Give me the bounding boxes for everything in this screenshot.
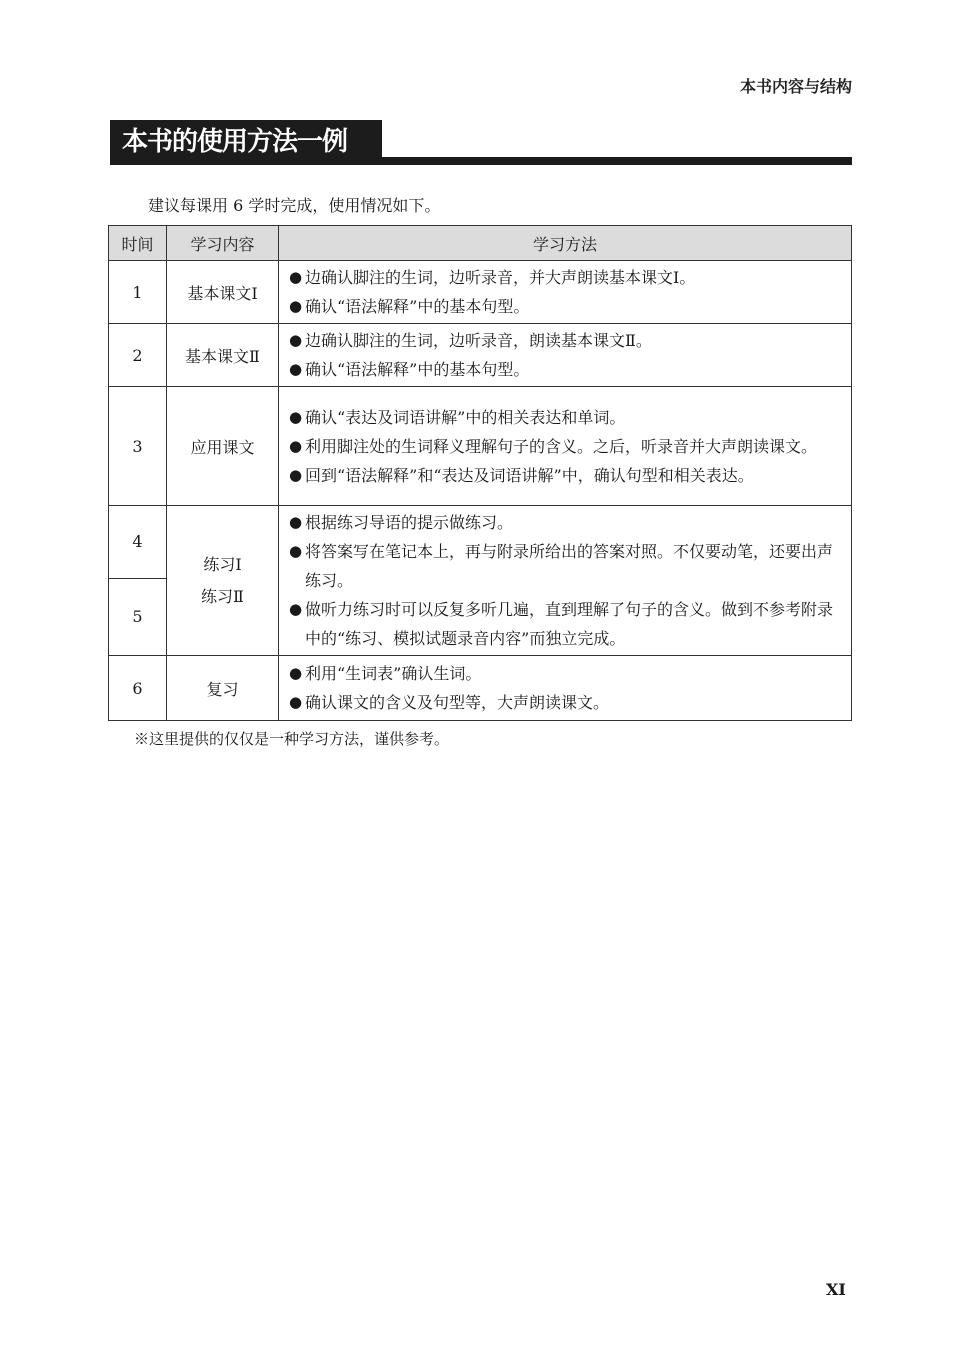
bullet-icon: ● — [289, 436, 303, 455]
bullet-icon: ● — [289, 360, 303, 378]
method-item: ● 确认“表达及词语讲解”中的相关表达和单词。 — [289, 403, 843, 432]
bullet-icon: ● — [289, 693, 303, 711]
table-row — [109, 506, 852, 579]
method-cell — [279, 387, 852, 506]
bullet-icon: ● — [289, 331, 303, 349]
content-cell: 复习 — [167, 656, 279, 721]
method-cell — [279, 261, 852, 324]
method-item: ● 确认“语法解释”中的基本句型。 — [289, 355, 843, 384]
content-cell: 基本课文Ⅱ — [167, 324, 279, 387]
time-cell: 2 — [109, 324, 167, 387]
footnote: ※这里提供的仅仅是一种学习方法，谨供参考。 — [134, 730, 450, 748]
study-plan-table — [108, 225, 852, 721]
method-item: ● 回到“语法解释”和“表达及词语讲解”中，确认句型和相关表达。 — [289, 461, 843, 490]
method-cell — [279, 656, 852, 721]
bullet-icon: ● — [289, 513, 303, 531]
table-row — [109, 261, 852, 324]
time-cell: 3 — [109, 387, 167, 506]
content-line: 练习Ⅱ — [201, 586, 244, 606]
section-title: 本书的使用方法一例 — [110, 120, 382, 165]
intro-text: 建议每课用 6 学时完成，使用情况如下。 — [148, 196, 441, 215]
method-item: ● 确认课文的含义及句型等，大声朗读课文。 — [289, 688, 843, 717]
method-item: ● 根据练习导语的提示做练习。 — [289, 508, 843, 537]
method-item: ● 边确认脚注的生词，边听录音，朗读基本课文Ⅱ。 — [289, 326, 843, 355]
bullet-icon: ● — [289, 268, 303, 286]
header-time: 时间 — [109, 226, 167, 261]
content-cell: 基本课文Ⅰ — [167, 261, 279, 324]
method-cell — [279, 506, 852, 656]
time-cell: 1 — [109, 261, 167, 324]
time-cell: 5 — [109, 578, 167, 655]
method-item: ● 确认“语法解释”中的基本句型。 — [289, 292, 843, 321]
method-item: ● 利用脚注处的生词释义理解句子的含义。之后，听录音并大声朗读课文。 — [289, 432, 843, 461]
header-method: 学习方法 — [279, 226, 852, 261]
page-number: XI — [826, 1280, 846, 1299]
table-row — [109, 656, 852, 721]
table-row — [109, 387, 852, 506]
method-item: ● 做听力练习时可以反复多听几遍，直到理解了句子的含义。做到不参考附录中的“练习、模拟试题录音内容”而独立完成。 — [289, 595, 843, 653]
bullet-icon: ● — [289, 664, 303, 682]
bullet-icon: ● — [289, 542, 303, 560]
section-title-bar — [110, 120, 852, 165]
bullet-icon: ● — [289, 297, 303, 315]
method-cell — [279, 324, 852, 387]
table-row — [109, 324, 852, 387]
method-item: ● 利用“生词表”确认生词。 — [289, 659, 843, 688]
content-cell — [167, 506, 279, 656]
header-content: 学习内容 — [167, 226, 279, 261]
method-item: ● 边确认脚注的生词，边听录音，并大声朗读基本课文Ⅰ。 — [289, 263, 843, 292]
bullet-icon: ● — [289, 465, 303, 484]
bullet-icon: ● — [289, 407, 303, 426]
table-header-row — [109, 226, 852, 261]
bullet-icon: ● — [289, 600, 303, 618]
time-cell: 4 — [109, 506, 167, 579]
running-head: 本书内容与结构 — [739, 77, 852, 96]
content-cell: 应用课文 — [167, 387, 279, 506]
method-item: ● 将答案写在笔记本上，再与附录所给出的答案对照。不仅要动笔，还要出声练习。 — [289, 537, 843, 595]
time-cell: 6 — [109, 656, 167, 721]
content-line: 练习Ⅰ — [203, 554, 242, 574]
